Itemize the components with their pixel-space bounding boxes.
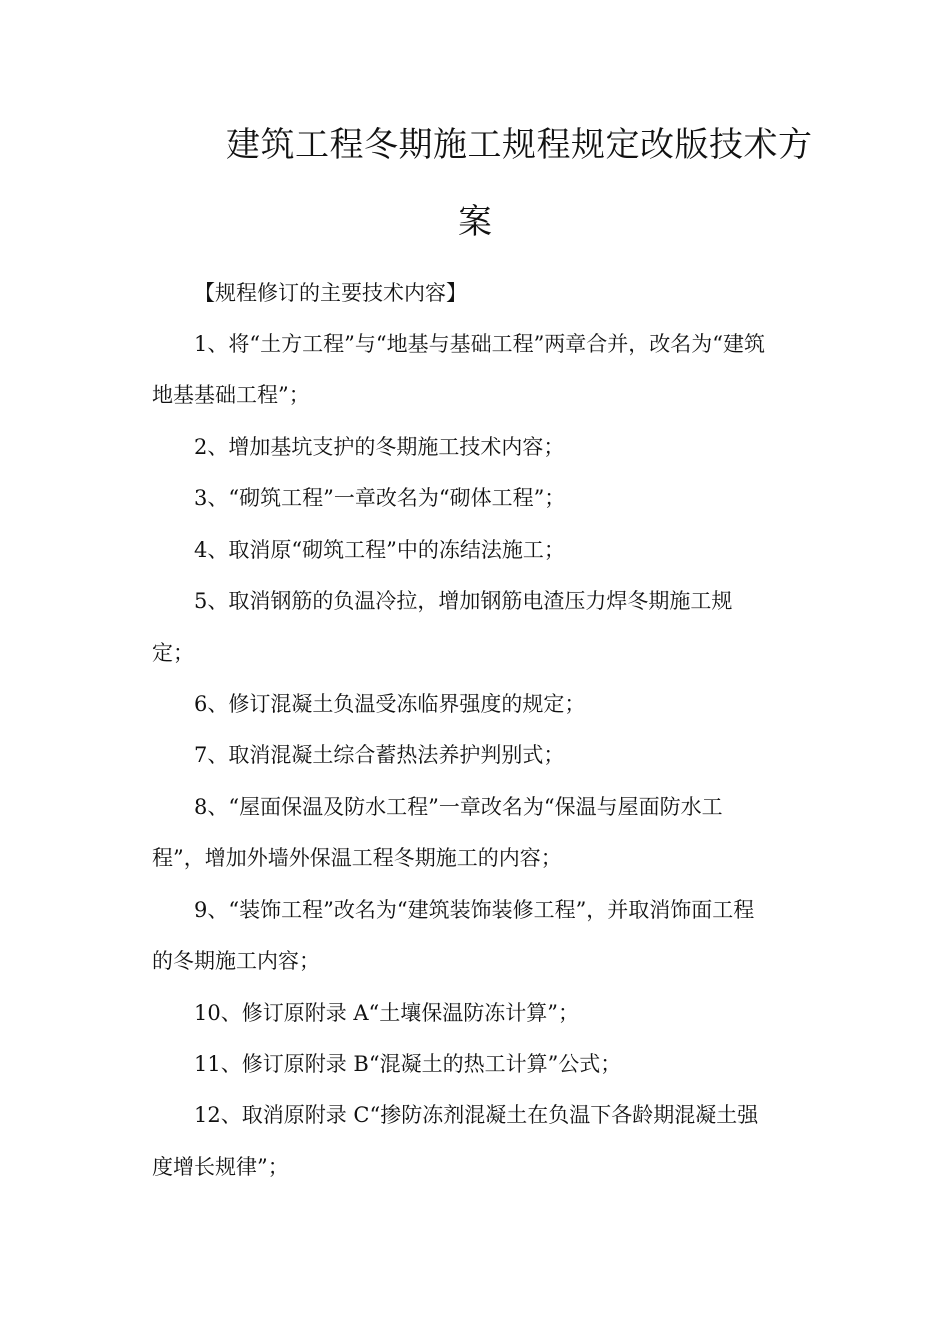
paragraph-line: 程”，增加外墙外保温工程冬期施工的内容； [152,846,562,870]
paragraph-line: 的冬期施工内容； [152,949,320,973]
paragraph-line: 10、修订原附录 A“土壤保温防冻计算”； [194,1001,580,1025]
paragraph-line: 11、修订原附录 B“混凝土的热工计算”公式； [194,1052,622,1076]
section-heading: 【规程修订的主要技术内容】 [194,281,467,305]
paragraph-line: 4、取消原“砌筑工程”中的冻结法施工； [194,538,565,562]
paragraph-line: 8、“屋面保温及防水工程”一章改名为“保温与屋面防水工 [194,795,723,819]
paragraph-line: 3、“砌筑工程”一章改名为“砌体工程”； [194,486,566,510]
paragraph-line: 7、取消混凝土综合蓄热法养护判别式； [194,743,565,767]
document-title-line-1: 建筑工程冬期施工规程规定改版技术方 [226,125,813,165]
paragraph-line: 1、将“土方工程”与“地基与基础工程”两章合并，改名为“建筑 [194,332,766,356]
paragraph-line: 12、取消原附录 C“掺防冻剂混凝土在负温下各龄期混凝土强 [194,1103,759,1127]
paragraph-line: 2、增加基坑支护的冬期施工技术内容； [194,435,565,459]
paragraph-line: 定； [152,641,194,665]
paragraph-line: 6、修订混凝土负温受冻临界强度的规定； [194,692,586,716]
paragraph-line: 5、取消钢筋的负温冷拉，增加钢筋电渣压力焊冬期施工规 [194,589,733,613]
paragraph-line: 地基基础工程”； [152,383,310,407]
paragraph-line: 度增长规律”； [152,1155,289,1179]
document-title-line-2: 案 [458,202,493,242]
paragraph-line: 9、“装饰工程”改名为“建筑装饰装修工程”，并取消饰面工程 [194,898,755,922]
